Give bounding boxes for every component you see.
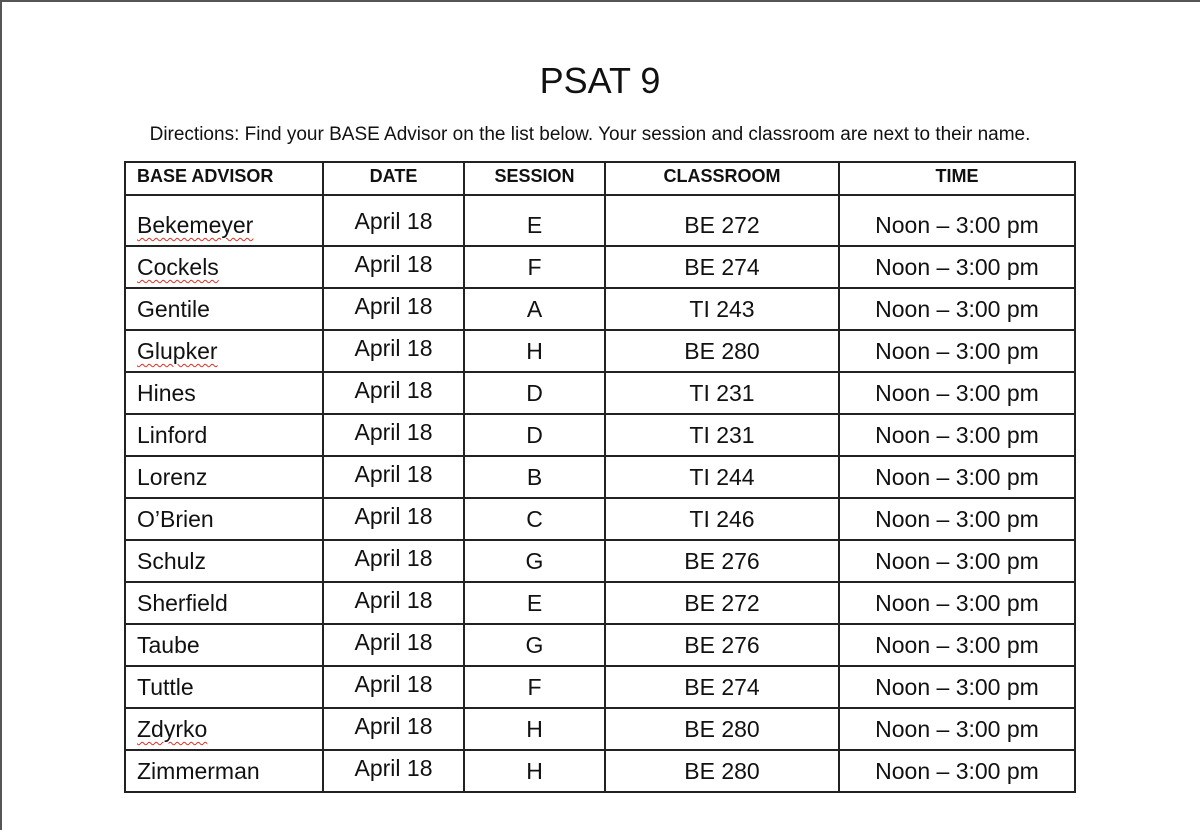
session-cell: [464, 708, 605, 750]
session-cell: [464, 372, 605, 414]
time-cell-text: Noon – 3:00 pm: [875, 716, 1039, 742]
date-cell-text: April 18: [354, 671, 433, 697]
time-cell: [839, 498, 1075, 540]
classroom-cell-text: TI 231: [689, 380, 755, 406]
classroom-cell-text: BE 276: [684, 548, 760, 574]
classroom-cell: [605, 666, 839, 708]
session-cell: [464, 330, 605, 372]
time-cell: [839, 750, 1075, 792]
date-cell-text: April 18: [354, 293, 433, 319]
table-row: [125, 195, 1075, 246]
advisor-cell: [125, 414, 323, 456]
session-cell: [464, 414, 605, 456]
advisor-cell: [125, 372, 323, 414]
time-cell: [839, 624, 1075, 666]
classroom-cell-text: BE 272: [684, 212, 760, 238]
date-cell: [323, 498, 464, 540]
advisor-cell-text: Schulz: [137, 548, 207, 574]
advisor-cell-text: O’Brien: [137, 506, 214, 532]
advisor-cell-text: Zimmerman: [137, 758, 260, 784]
time-cell: [839, 666, 1075, 708]
date-cell-text: April 18: [354, 335, 433, 361]
date-cell-text: April 18: [354, 419, 433, 445]
session-cell-text: E: [526, 590, 543, 616]
classroom-cell-text: BE 280: [684, 758, 760, 784]
session-cell-text: B: [526, 464, 543, 490]
session-cell: [464, 666, 605, 708]
time-cell-text: Noon – 3:00 pm: [875, 674, 1039, 700]
date-cell-text: April 18: [354, 755, 433, 781]
classroom-cell: [605, 330, 839, 372]
header-time: TIME: [839, 162, 1075, 195]
classroom-cell: [605, 624, 839, 666]
date-cell: [323, 414, 464, 456]
session-cell-text: G: [525, 548, 544, 574]
advisor-cell-text: Gentile: [137, 296, 210, 322]
advisor-cell: [125, 624, 323, 666]
time-cell: [839, 288, 1075, 330]
header-classroom: CLASSROOM: [605, 162, 839, 195]
date-cell: [323, 624, 464, 666]
session-cell-text: F: [527, 674, 542, 700]
date-cell: [323, 288, 464, 330]
session-cell-text: H: [526, 716, 543, 742]
classroom-cell: [605, 195, 839, 246]
time-cell-text: Noon – 3:00 pm: [875, 632, 1039, 658]
table-row: [125, 414, 1075, 456]
advisor-cell-text: Glupker: [137, 338, 218, 364]
date-cell: [323, 330, 464, 372]
classroom-cell: [605, 246, 839, 288]
date-cell-text: April 18: [354, 208, 433, 234]
classroom-cell: [605, 498, 839, 540]
time-cell-text: Noon – 3:00 pm: [875, 212, 1039, 238]
session-cell-text: F: [527, 254, 542, 280]
date-cell-text: April 18: [354, 629, 433, 655]
session-cell: [464, 582, 605, 624]
classroom-cell-text: BE 280: [684, 338, 760, 364]
advisor-cell-text: Linford: [137, 422, 208, 448]
date-cell-text: April 18: [354, 545, 433, 571]
advisor-cell-text: Taube: [137, 632, 200, 658]
classroom-cell-text: TI 246: [689, 506, 755, 532]
schedule-table: [124, 161, 1076, 793]
advisor-cell: [125, 750, 323, 792]
time-cell: [839, 372, 1075, 414]
time-cell-text: Noon – 3:00 pm: [875, 464, 1039, 490]
date-cell-text: April 18: [354, 251, 433, 277]
time-cell: [839, 582, 1075, 624]
advisor-cell: [125, 288, 323, 330]
date-cell: [323, 372, 464, 414]
time-cell-text: Noon – 3:00 pm: [875, 758, 1039, 784]
session-cell-text: C: [526, 506, 543, 532]
session-cell: [464, 750, 605, 792]
time-cell: [839, 246, 1075, 288]
session-cell: [464, 624, 605, 666]
table-row: [125, 582, 1075, 624]
classroom-cell: [605, 456, 839, 498]
classroom-cell-text: BE 280: [684, 716, 760, 742]
advisor-cell-text: Sherfield: [137, 590, 228, 616]
table-row: [125, 498, 1075, 540]
advisor-cell: [125, 498, 323, 540]
classroom-cell: [605, 582, 839, 624]
time-cell-text: Noon – 3:00 pm: [875, 296, 1039, 322]
header-date: DATE: [323, 162, 464, 195]
advisor-cell: [125, 582, 323, 624]
session-cell: [464, 288, 605, 330]
table-row: [125, 708, 1075, 750]
table-row: [125, 246, 1075, 288]
session-cell-text: H: [526, 758, 543, 784]
date-cell: [323, 195, 464, 246]
advisor-cell: [125, 330, 323, 372]
advisor-cell-text: Bekemeyer: [137, 212, 254, 238]
table-header-row: [125, 162, 1075, 195]
date-cell: [323, 666, 464, 708]
classroom-cell-text: BE 272: [684, 590, 760, 616]
advisor-cell: [125, 708, 323, 750]
time-cell-text: Noon – 3:00 pm: [875, 422, 1039, 448]
date-cell: [323, 582, 464, 624]
header-base-advisor: BASE ADVISOR: [125, 162, 323, 195]
table-row: [125, 372, 1075, 414]
time-cell-text: Noon – 3:00 pm: [875, 254, 1039, 280]
directions-text: Directions: Find your BASE Advisor on the list below. Your session and classroom are next to their name.: [149, 124, 1031, 145]
advisor-cell: [125, 456, 323, 498]
advisor-cell-text: Zdyrko: [137, 716, 208, 742]
time-cell: [839, 708, 1075, 750]
advisor-cell: [125, 540, 323, 582]
session-cell: [464, 498, 605, 540]
classroom-cell-text: BE 276: [684, 632, 760, 658]
classroom-cell: [605, 372, 839, 414]
date-cell: [323, 456, 464, 498]
table-row: [125, 330, 1075, 372]
time-cell: [839, 330, 1075, 372]
date-cell: [323, 750, 464, 792]
classroom-cell: [605, 750, 839, 792]
session-cell-text: A: [526, 296, 543, 322]
advisor-cell-text: Hines: [137, 380, 196, 406]
date-cell-text: April 18: [354, 713, 433, 739]
date-cell-text: April 18: [354, 461, 433, 487]
date-cell-text: April 18: [354, 377, 433, 403]
advisor-cell-text: Lorenz: [137, 464, 208, 490]
classroom-cell: [605, 708, 839, 750]
advisor-cell-text: Tuttle: [137, 674, 194, 700]
time-cell: [839, 414, 1075, 456]
table-row: [125, 456, 1075, 498]
time-cell-text: Noon – 3:00 pm: [875, 380, 1039, 406]
session-cell-text: E: [526, 212, 543, 238]
time-cell: [839, 540, 1075, 582]
time-cell-text: Noon – 3:00 pm: [875, 506, 1039, 532]
session-cell-text: H: [526, 338, 543, 364]
advisor-cell: [125, 246, 323, 288]
date-cell: [323, 708, 464, 750]
page-title: PSAT 9: [539, 60, 661, 101]
table-row: [125, 750, 1075, 792]
header-session: SESSION: [464, 162, 605, 195]
time-cell-text: Noon – 3:00 pm: [875, 590, 1039, 616]
session-cell: [464, 456, 605, 498]
time-cell-text: Noon – 3:00 pm: [875, 338, 1039, 364]
table-row: [125, 540, 1075, 582]
session-cell: [464, 246, 605, 288]
date-cell-text: April 18: [354, 503, 433, 529]
advisor-cell-text: Cockels: [137, 254, 219, 280]
classroom-cell-text: BE 274: [684, 674, 760, 700]
date-cell: [323, 246, 464, 288]
page-border-top: [0, 0, 1200, 2]
session-cell-text: D: [526, 422, 543, 448]
advisor-cell: [125, 666, 323, 708]
date-cell-text: April 18: [354, 587, 433, 613]
classroom-cell: [605, 540, 839, 582]
session-cell-text: D: [526, 380, 543, 406]
classroom-cell: [605, 288, 839, 330]
classroom-cell-text: TI 243: [689, 296, 755, 322]
classroom-cell-text: BE 274: [684, 254, 760, 280]
date-cell: [323, 540, 464, 582]
time-cell: [839, 195, 1075, 246]
advisor-cell: [125, 195, 323, 246]
time-cell: [839, 456, 1075, 498]
session-cell: [464, 195, 605, 246]
table-row: [125, 288, 1075, 330]
session-cell: [464, 540, 605, 582]
time-cell-text: Noon – 3:00 pm: [875, 548, 1039, 574]
classroom-cell: [605, 414, 839, 456]
classroom-cell-text: TI 231: [689, 422, 755, 448]
table-row: [125, 624, 1075, 666]
session-cell-text: G: [525, 632, 544, 658]
table-row: [125, 666, 1075, 708]
classroom-cell-text: TI 244: [689, 464, 755, 490]
